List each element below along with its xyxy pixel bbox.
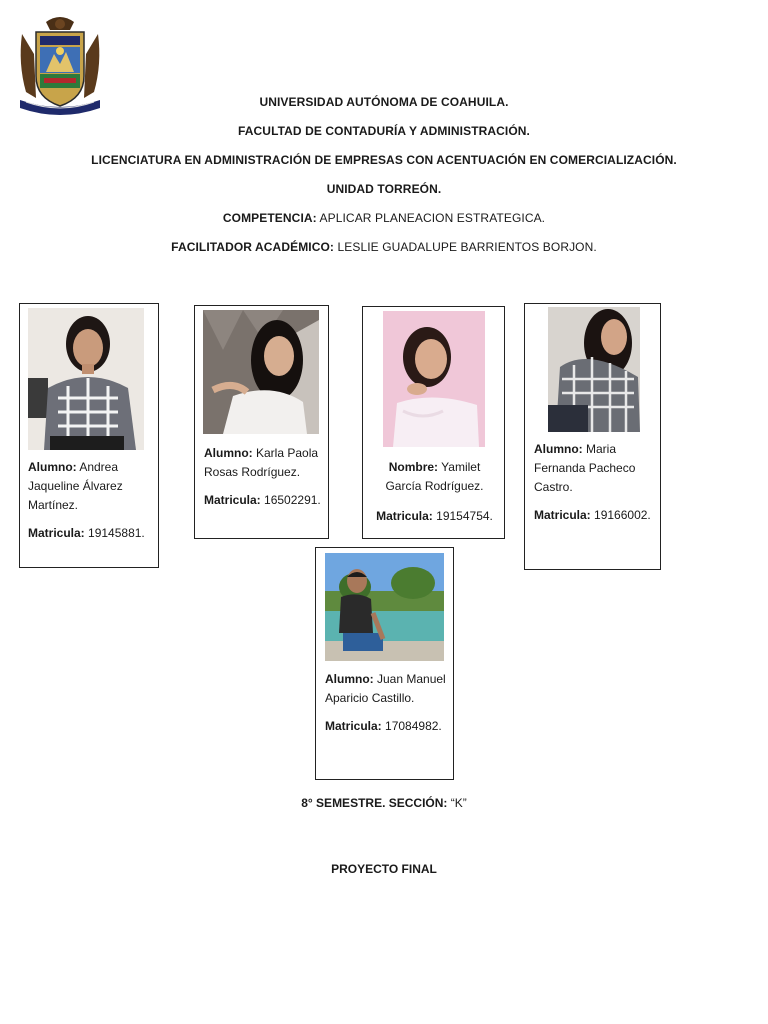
university-name: UNIVERSIDAD AUTÓNOMA DE COAHUILA. xyxy=(259,95,509,109)
student-photo xyxy=(383,311,485,447)
student-card xyxy=(362,306,505,539)
matricula-label: Matricula: xyxy=(28,526,85,540)
student-info xyxy=(534,440,656,525)
student-info xyxy=(28,458,154,543)
student-photo xyxy=(203,310,319,434)
competencia-label: COMPETENCIA: xyxy=(222,211,317,225)
matricula-value: 19145881. xyxy=(84,526,145,540)
competencia-value: APLICAR PLANEACION ESTRATEGICA. xyxy=(316,211,546,225)
student-photo xyxy=(28,308,144,450)
student-name: Andrea Jaqueline Álvarez Martínez. xyxy=(28,460,123,512)
facilitador-value: LESLIE GUADALUPE BARRIENTOS BORJON. xyxy=(334,240,597,254)
semester-line xyxy=(0,796,768,810)
unit-name: UNIDAD TORREÓN. xyxy=(326,182,442,196)
student-card xyxy=(524,303,661,570)
student-label: Alumno: xyxy=(28,460,77,474)
matricula-value: 17084982. xyxy=(381,719,442,733)
faculty-name: FACULTAD DE CONTADURÍA Y ADMINISTRACIÓN. xyxy=(238,124,530,138)
student-info xyxy=(204,444,324,510)
matricula-label: Matricula: xyxy=(534,508,591,522)
matricula-label: Matricula: xyxy=(204,493,261,507)
semester-label: 8° SEMESTRE. SECCIÓN: xyxy=(301,796,448,810)
matricula-label: Matricula: xyxy=(376,509,433,523)
student-label: Alumno: xyxy=(325,672,374,686)
student-photo xyxy=(548,307,640,432)
project-title: PROYECTO FINAL xyxy=(331,862,437,876)
competencia-line xyxy=(0,211,768,225)
student-name: Juan Manuel Aparicio Castillo. xyxy=(325,672,446,705)
student-label: Alumno: xyxy=(204,446,253,460)
student-name: Yamilet García Rodríguez. xyxy=(385,460,484,493)
student-name: Maria Fernanda Pacheco Castro. xyxy=(534,442,636,494)
student-photo xyxy=(325,553,444,661)
matricula-label: Matricula: xyxy=(325,719,382,733)
student-card xyxy=(194,305,329,539)
student-label: Nombre: xyxy=(388,460,439,474)
matricula-value: 19154754. xyxy=(432,509,493,523)
facilitador-label: FACILITADOR ACADÉMICO: xyxy=(171,240,335,254)
student-card xyxy=(315,547,454,780)
student-card xyxy=(19,303,159,568)
student-label: Alumno: xyxy=(534,442,583,456)
section-value: “K” xyxy=(447,796,467,810)
student-info xyxy=(325,670,449,736)
matricula-value: 16502291. xyxy=(260,493,321,507)
student-info xyxy=(371,458,498,526)
degree-name: LICENCIATURA EN ADMINISTRACIÓN DE EMPRESAS CON ACENTUACIÓN EN COMERCIALIZACIÓN. xyxy=(91,153,677,167)
matricula-value: 19166002. xyxy=(590,508,651,522)
student-name: Karla Paola Rosas Rodríguez. xyxy=(204,446,319,479)
facilitador-line xyxy=(0,240,768,254)
